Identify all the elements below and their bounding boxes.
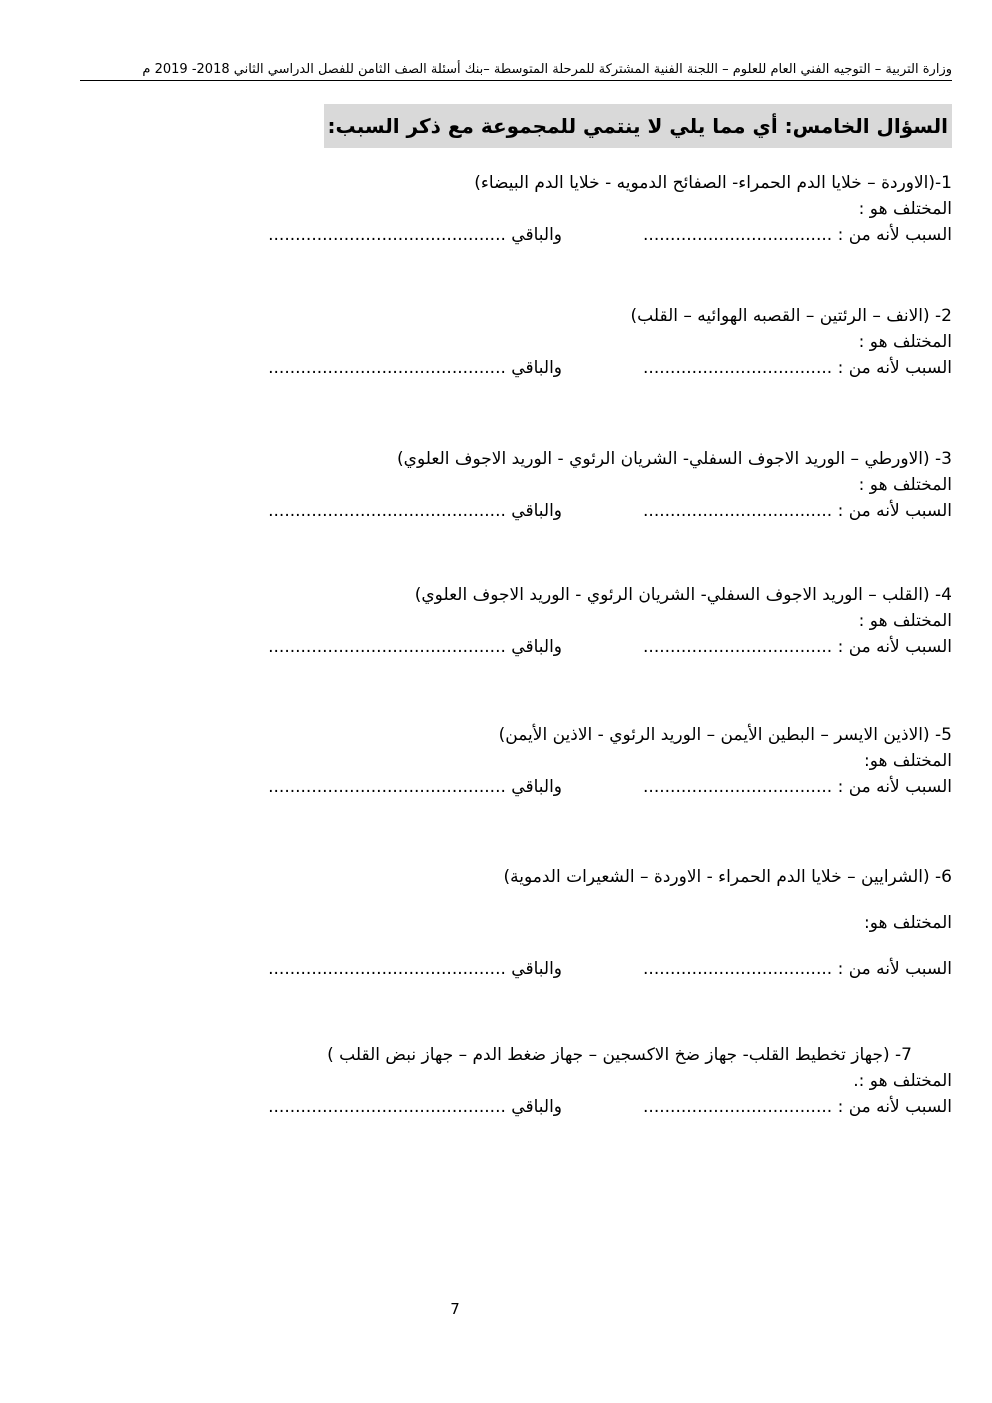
- question-title: السؤال الخامس: أي مما يلي لا ينتمي للمجموعة مع ذكر السبب:: [324, 104, 952, 148]
- question-2-reason: [192, 355, 952, 381]
- question-7-text: 7- (جهاز تخطيط القلب- جهاز ضخ الاكسجين – جهاز ضغط الدم – جهاز نبض القلب ): [327, 1045, 912, 1065]
- question-6-text: 6- (الشرايين – خلايا الدم الحمراء - الاوردة – الشعيرات الدموية): [503, 867, 952, 887]
- question-1-text: 1-(الاوردة – خلايا الدم الحمراء- الصفائح الدمويه - خلايا الدم البيضاء): [474, 173, 952, 193]
- question-6-reason-rest: والباقي ............................................: [268, 959, 562, 979]
- question-1-reason-from: السبب لأنه من : ...................................: [643, 225, 952, 245]
- question-2-reason-from: السبب لأنه من : ...................................: [643, 358, 952, 378]
- question-7-reason-rest: والباقي ............................................: [268, 1097, 562, 1117]
- question-3-reason: [192, 498, 952, 524]
- question-7: [192, 1042, 952, 1120]
- question-4-reason-from: السبب لأنه من : ...................................: [643, 637, 952, 657]
- question-3-different: المختلف هو :: [858, 475, 952, 495]
- question-5-reason: [192, 774, 952, 800]
- question-1-reason-rest: والباقي ............................................: [268, 225, 562, 245]
- question-4-reason: [192, 634, 952, 660]
- question-6: [192, 864, 952, 982]
- question-3-reason-from: السبب لأنه من : ...................................: [643, 501, 952, 521]
- question-5-different: المختلف هو:: [864, 751, 952, 771]
- question-7-reason: [192, 1094, 952, 1120]
- question-1-reason: [192, 222, 952, 248]
- question-2-different: المختلف هو :: [858, 332, 952, 352]
- question-5-reason-rest: والباقي ............................................: [268, 777, 562, 797]
- question-3: [192, 446, 952, 524]
- question-1-different: المختلف هو :: [858, 199, 952, 219]
- question-5-reason-from: السبب لأنه من : ...................................: [643, 777, 952, 797]
- question-6-reason: [192, 956, 952, 982]
- question-7-reason-from: السبب لأنه من : ...................................: [643, 1097, 952, 1117]
- question-1: [192, 170, 952, 248]
- question-5-text: 5- (الاذين الايسر – البطين الأيمن – الوريد الرئوي - الاذين الأيمن): [498, 725, 952, 745]
- question-6-reason-from: السبب لأنه من : ...................................: [643, 959, 952, 979]
- question-6-different: المختلف هو:: [864, 913, 952, 933]
- question-2: [192, 303, 952, 381]
- question-2-text: 2- (الانف – الرئتين – القصبه الهوائيه – القلب): [630, 306, 952, 326]
- page-header: وزارة التربية – التوجيه الفني العام للعلوم – اللجنة الفنية المشتركة للمرحلة المتوسطة –بنك أسئلة الصف الثامن للفصل الدراسي الثاني 2018- 2019 م: [80, 62, 952, 81]
- question-2-reason-rest: والباقي ............................................: [268, 358, 562, 378]
- question-5: [192, 722, 952, 800]
- question-4-reason-rest: والباقي ............................................: [268, 637, 562, 657]
- page-number: 7: [450, 1300, 460, 1318]
- question-4-text: 4- (القلب – الوريد الاجوف السفلي- الشريان الرئوي - الوريد الاجوف العلوي): [414, 585, 952, 605]
- question-3-text: 3- (الاورطي – الوريد الاجوف السفلي- الشريان الرئوي - الوريد الاجوف العلوي): [397, 449, 952, 469]
- question-4-different: المختلف هو :: [858, 611, 952, 631]
- question-4: [192, 582, 952, 660]
- question-3-reason-rest: والباقي ............................................: [268, 501, 562, 521]
- question-7-different: المختلف هو :.: [853, 1071, 952, 1091]
